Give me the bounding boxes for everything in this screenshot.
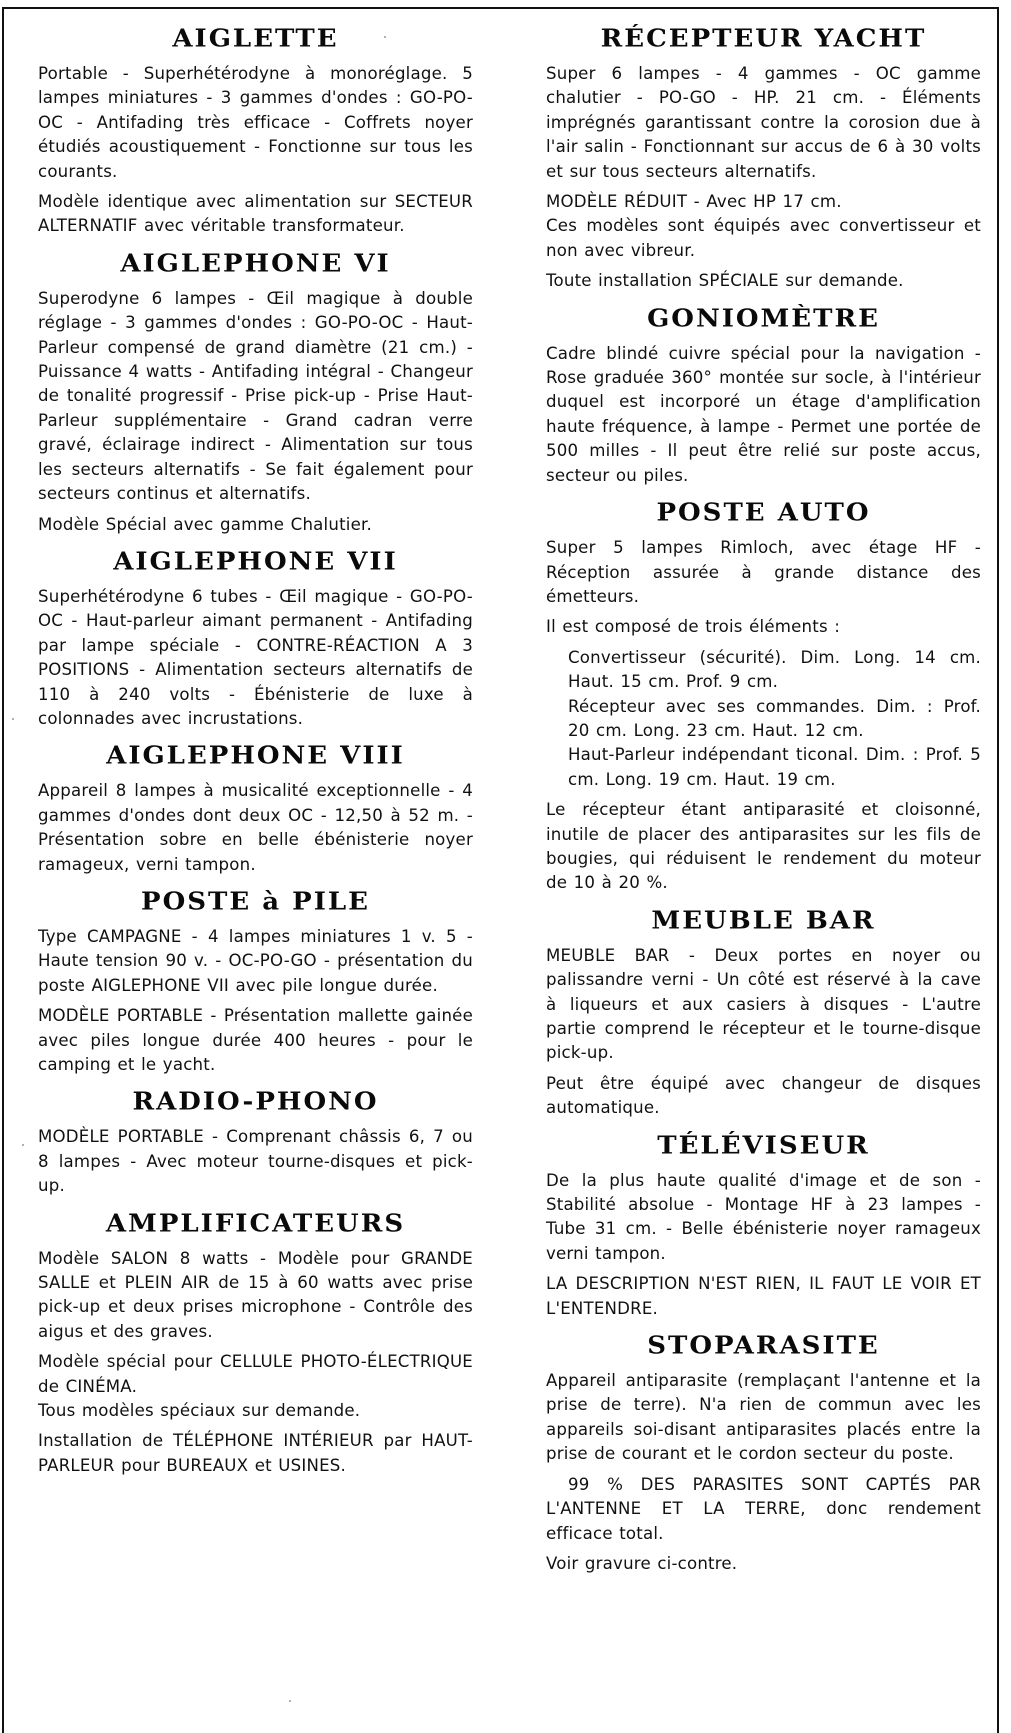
section-title: STOPARASITE [647,1331,880,1361]
paragraph: Modèle Spécial avec gamme Chalutier. [38,514,372,534]
section-radio-phono [38,1087,473,1198]
section-poste-a-pile [38,887,473,1077]
paragraph: Installation de TÉLÉPHONE INTÉRIEUR par HAUT-PARLEUR pour BUREAUX et USINES. [38,1431,473,1475]
section-aiglephone-vi [38,249,473,537]
paragraph: 99 % DES PARASITES SONT CAPTÉS PAR L'ANTENNE ET LA TERRE, donc rendement efficace total. [546,1474,981,1543]
elements-list [568,646,981,792]
section-title: RÉCEPTEUR YACHT [600,24,927,54]
paragraph: Type CAMPAGNE - 4 lampes miniatures 1 v. 5 - Haute tension 90 v. - OC-PO-GO - présentation du poste AIGLEPHONE VII avec pile longue durée. [38,926,473,995]
section-title: AIGLEPHONE VIII [106,742,405,771]
paragraph: MEUBLE BAR - Deux portes en noyer ou palissandre verni - Un côté est réservé à la cave à liqueurs et aux casiers à disques - L'autre partie comprend le récepteur et le tourne-disque pick-up. [546,945,981,1063]
paragraph: De la plus haute qualité d'image et de son - Stabilité absolue - Montage HF à 23 lampes - Tube 31 cm. - Belle ébénisterie noyer ramageux verni tampon. [546,1170,981,1263]
section-title: GONIOMÈTRE [647,304,880,333]
section-title: POSTE AUTO [656,498,871,528]
paragraph: MODÈLE PORTABLE - Comprenant châssis 6, 7 ou 8 lampes - Avec moteur tourne-disques et pick-up. [38,1127,473,1196]
section-title: AIGLEPHONE VI [120,249,391,279]
paragraph: Super 6 lampes - 4 gammes - OC gamme chalutier - PO-GO - HP. 21 cm. - Éléments imprégnés garantissant contre la corosion due à l'air salin - Fonctionnant sur accus de 6 à 30 volts et sur tous secteurs alternatifs. [546,64,981,181]
paragraph: Ces modèles sont équipés avec convertisseur et non avec vibreur. [546,216,981,260]
scan-speck [22,1144,24,1146]
section-poste-auto [546,498,981,896]
paragraph: Modèle SALON 8 watts - Modèle pour GRANDE SALLE et PLEIN AIR de 15 à 60 watts avec prise pick-up et deux prises microphone - Contrôle des aigus et des graves. [38,1248,473,1341]
paragraph: Superodyne 6 lampes - Œil magique à double réglage - 3 gammes d'ondes : GO-PO-OC - Haut-Parleur compensé de grand diamètre (21 cm.) - Puissance 4 watts - Antifading intégral - Changeur de tonalité progressif - Prise pick-up - Prise Haut-Parleur supplémentaire - Grand cadran verre gravé, éclairage indirect - Alimentation sur tous les secteurs alternatifs - Se fait également pour secteurs continus et alternatifs. [38,288,473,504]
paragraph: Super 5 lampes Rimloch, avec étage HF - Réception assurée à grande distance des émetteurs. [546,538,981,606]
paragraph: Toute installation SPÉCIALE sur demande. [546,271,904,291]
paragraph: Voir gravure ci-contre. [546,1553,738,1573]
section-goniometre [546,304,981,488]
section-title: AIGLETTE [172,24,339,54]
right-column [546,14,981,1582]
section-aiglephone-vii [38,547,473,731]
paragraph: Superhétérodyne 6 tubes - Œil magique - GO-PO-OC - Haut-parleur aimant permanent - Antifading par lampe spéciale - CONTRE-RÉACTION A 3 POSITIONS - Alimentation secteurs alternatifs de 110 à 240 volts - Ébénisterie de luxe à colonnades avec incrustations. [38,586,473,728]
section-title: AIGLEPHONE VII [113,547,398,577]
paragraph: Peut être équipé avec changeur de disques automatique. [546,1073,981,1118]
section-meuble-bar [546,906,981,1121]
paragraph: MODÈLE PORTABLE - Présentation mallette gainée avec piles longue durée 400 heures - pour le camping et le yacht. [38,1006,473,1074]
section-title: RADIO-PHONO [132,1088,379,1117]
section-title: MEUBLE BAR [651,906,876,936]
paragraph: Il est composé de trois éléments : [546,617,841,637]
section-title: POSTE à PILE [141,887,370,917]
section-recepteur-yacht [546,24,981,294]
list-item: Récepteur avec ses commandes. Dim. : Prof. 20 cm. Long. 23 cm. Haut. 12 cm. [568,696,981,740]
scan-speck [12,718,14,720]
scan-speck [384,36,386,38]
left-column [38,14,473,1484]
paragraph: Appareil antiparasite (remplaçant l'antenne et la prise de terre). N'a rien de commun avec les appareils soi-disant antiparasites placés entre la prise de courant et le cordon secteur du poste. [546,1371,981,1464]
list-item: Convertisseur (sécurité). Dim. Long. 14 cm. Haut. 15 cm. Prof. 9 cm. [568,647,981,692]
scan-speck [289,1700,291,1702]
section-aiglephone-viii [38,741,473,877]
paragraph: Modèle spécial pour CELLULE PHOTO-ÉLECTRIQUE de CINÉMA. [38,1352,473,1396]
paragraph: Le récepteur étant antiparasité et cloisonné, inutile de placer des antiparasites sur les fils de bougies, qui réduisent le rendement du moteur de 10 à 20 %. [546,800,981,893]
paragraph: Modèle identique avec alimentation sur SECTEUR ALTERNATIF avec véritable transformateur. [38,192,473,236]
paragraph: MODÈLE RÉDUIT - Avec HP 17 cm. [546,192,842,212]
paragraph: Cadre blindé cuivre spécial pour la navigation - Rose graduée 360° montée sur socle, à l'intérieur duquel est incorporé un étage d'amplification haute fréquence, à lampe - Permet une portée de 500 milles - Il peut être relié sur poste accus, secteur ou piles. [546,343,981,485]
section-stoparasite [546,1331,981,1576]
section-amplificateurs [38,1209,473,1479]
section-title: TÉLÉVISEUR [657,1131,870,1160]
list-item: Haut-Parleur indépendant ticonal. Dim. : Prof. 5 cm. Long. 19 cm. Haut. 19 cm. [568,745,981,789]
paragraph: Portable - Superhétérodyne à monoréglage. 5 lampes miniatures - 3 gammes d'ondes : GO-PO-OC - Antifading très efficace - Coffrets noyer étudiés acoustiquement - Fonctionne sur tous les courants. [38,64,473,181]
paragraph: LA DESCRIPTION N'EST RIEN, IL FAUT LE VOIR ET L'ENTENDRE. [546,1274,981,1318]
paragraph: Tous modèles spéciaux sur demande. [38,1401,361,1421]
section-televiseur [546,1131,981,1321]
section-title: AMPLIFICATEURS [105,1209,406,1238]
paragraph: Appareil 8 lampes à musicalité exceptionnelle - 4 gammes d'ondes dont deux OC - 12,50 à 52 m. - Présentation sobre en belle ébénisterie noyer ramageux, verni tampon. [38,781,473,874]
section-aiglette [38,24,473,239]
